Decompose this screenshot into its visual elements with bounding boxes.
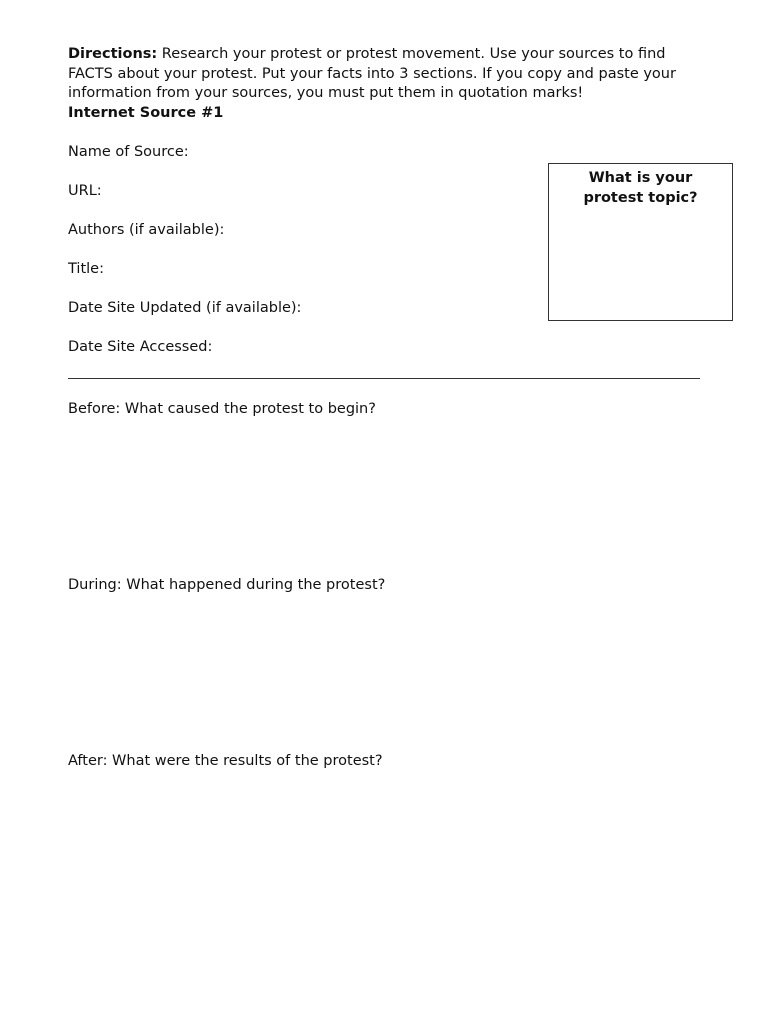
protest-topic-box[interactable] [548,163,733,321]
topic-question [549,169,732,208]
directions-paragraph [68,45,708,104]
section-during-prompt: During: What happened during the protest? [68,577,386,593]
directions-label: Directions: [68,46,158,62]
field-title: Title: [68,261,104,277]
section-before-prompt: Before: What caused the protest to begin? [68,401,376,417]
field-url: URL: [68,183,102,199]
field-date-updated: Date Site Updated (if available): [68,300,302,316]
source-heading: Internet Source #1 [68,105,224,121]
field-authors: Authors (if available): [68,222,225,238]
directions-text: Research your protest or protest movement. Use your sources to find FACTS about your protest. Put your facts into 3 sections. If you copy and paste your information from your sources, you must put them in quotation marks! [68,46,676,101]
field-name-of-source: Name of Source: [68,144,189,160]
topic-question-line2: protest topic? [583,189,698,206]
topic-question-line1: What is your [588,170,693,186]
field-date-accessed: Date Site Accessed: [68,339,213,355]
section-after-prompt: After: What were the results of the protest? [68,753,383,769]
horizontal-divider [68,378,700,379]
